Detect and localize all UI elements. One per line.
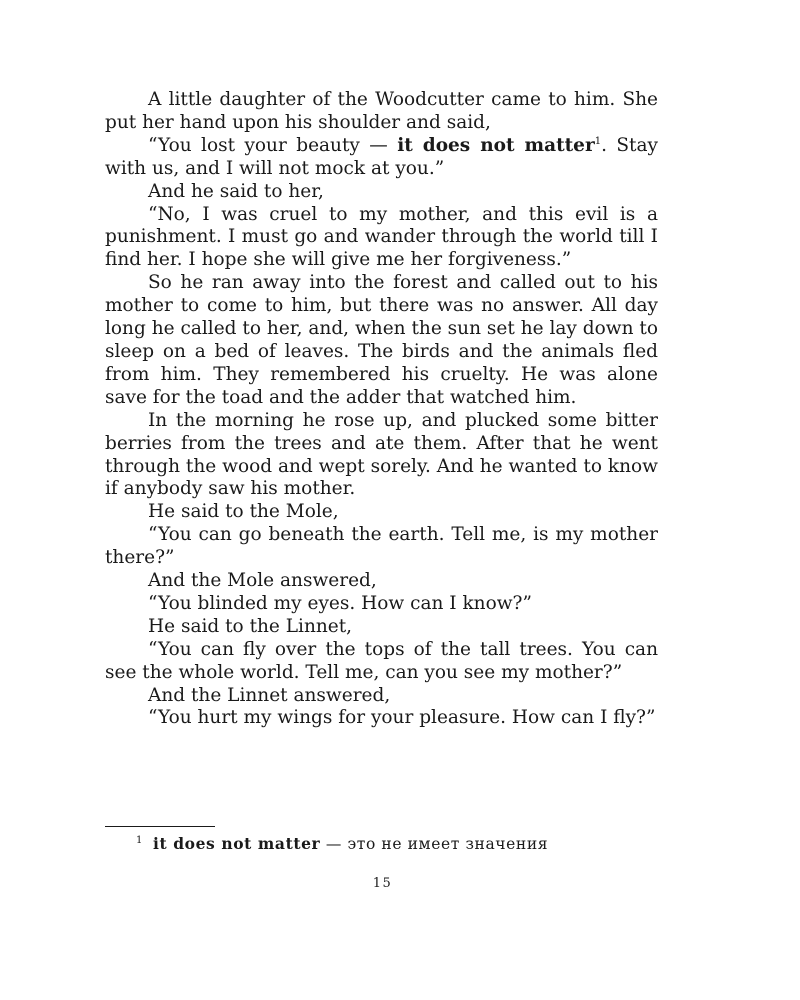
footnote-divider <box>105 826 215 827</box>
text-run: “You blinded my eyes. How can I know?” <box>148 592 532 614</box>
paragraph <box>105 616 658 639</box>
text-run: He said to the Mole, <box>148 501 339 523</box>
text-run: . Stay with us, and I will not mock at you.” <box>105 134 658 179</box>
paragraph <box>105 272 658 409</box>
paragraph <box>105 410 658 502</box>
text-run: A little daughter of the Woodcutter came to him. She put her hand upon his shoulder and said, <box>105 89 658 133</box>
text-run: “You hurt my wings for your pleasure. How can I fly?” <box>148 707 656 729</box>
bold-phrase: it does not matter <box>397 134 595 156</box>
footnote-reference: 1 <box>594 135 602 147</box>
footnote-translation: — это не имеет значения <box>320 835 549 853</box>
footnote-number: 1 <box>136 834 143 846</box>
paragraph <box>105 639 658 685</box>
text-run: “You lost your beauty — <box>148 134 398 156</box>
paragraph <box>105 570 658 593</box>
paragraph <box>105 204 658 273</box>
paragraph <box>105 89 658 135</box>
text-run: “You can go beneath the earth. Tell me, is my mother there?” <box>105 524 658 569</box>
text-run: And the Linnet answered, <box>148 684 391 706</box>
text-run: In the morning he rose up, and plucked some bitter berries from the trees and ate them. After that he went through the wood and wept sorely. And he wanted to know if anybody saw his mother. <box>105 409 658 500</box>
text-run: “No, I was cruel to my mother, and this evil is a punishment. I must go and wander through the world till I find her. I hope she will give me her forgiveness.” <box>105 203 658 271</box>
paragraph <box>105 181 658 204</box>
text-run: He said to the Linnet, <box>148 615 353 637</box>
footnote-term: it does not matter <box>152 834 321 853</box>
paragraph <box>105 707 658 730</box>
paragraph <box>105 501 658 524</box>
text-run: So he ran away into the forest and called out to his mother to come to him, but there was no answer. All day long he called to her, and, when the sun set he lay down to sleep on a bed of leaves. The birds and the animals fled from him. They remembered his cruelty. He was alone save for the toad and the adder that watched him. <box>105 272 658 408</box>
footnote <box>136 833 676 855</box>
paragraph <box>105 593 658 616</box>
page-number: 15 <box>372 876 393 891</box>
paragraph <box>105 524 658 570</box>
paragraph <box>105 135 658 181</box>
paragraph <box>105 685 658 708</box>
text-run: And the Mole answered, <box>148 570 377 592</box>
body-text <box>105 89 658 730</box>
text-run: “You can fly over the tops of the tall trees. You can see the whole world. Tell me, can you see my mother?” <box>105 638 658 683</box>
text-run: And he said to her, <box>148 180 324 202</box>
